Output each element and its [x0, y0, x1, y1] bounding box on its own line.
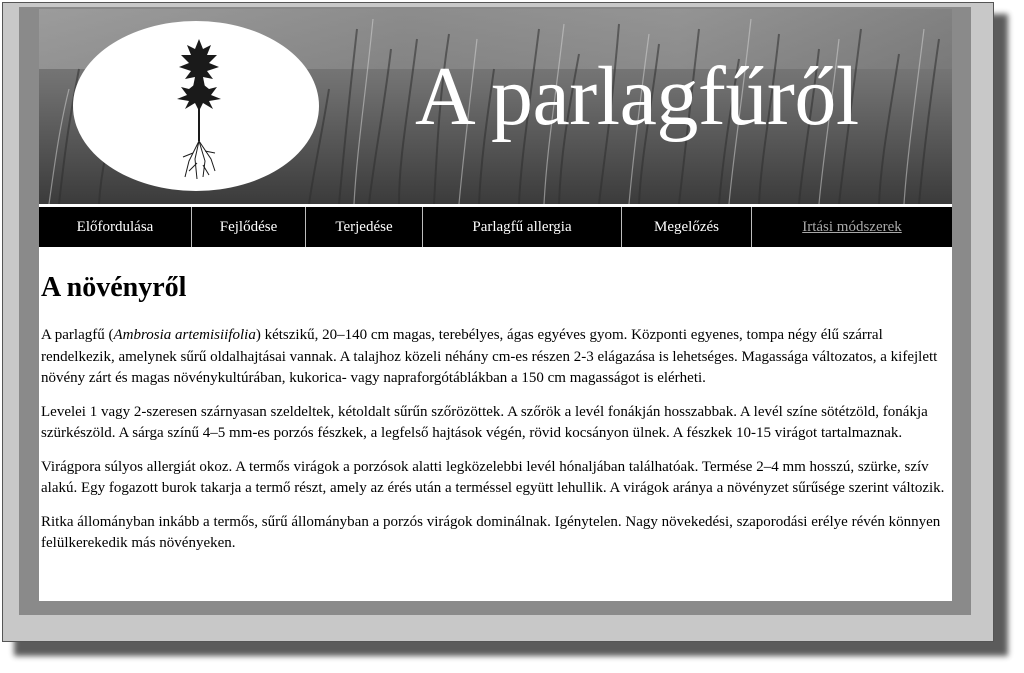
paragraph-habitat: Ritka állományban inkább a termős, sűrű állományban a porzós virágok dominálnak. Igénytelen. Nagy növekedési, szaporodási erélye révén könnyen felülkerekedik más növényeken. [41, 513, 941, 551]
paragraph-text: A parlagfű ( [41, 327, 114, 343]
latin-name: Ambrosia artemisiifolia [113, 327, 256, 343]
nav-item-parlagfu-allergia[interactable]: Parlagfű allergia [423, 207, 622, 247]
logo-oval [73, 21, 319, 191]
paragraph-description [41, 325, 946, 390]
site-title: A parlagfűről [415, 50, 859, 143]
nav-item-elofordulasa[interactable]: Előfordulása [39, 207, 192, 247]
paragraph-text: ) kétszikű, 20–140 cm magas, terebélyes, ágas egyéves gyom. Központi egyenes, tompa négy élű szárral rendelkezik, amelynek sűrű oldalhajtásai vannak. A talajhoz közeli néhány cm-es részen 2-3 elágazása is lehetséges. Magassága változatos, a kifejlett növény zárt és magas növénykultúrában, kukorica- vagy napraforgótáblákban a 150 cm magasságot is elérheti. [41, 327, 938, 386]
nav-item-megelozes[interactable]: Megelőzés [622, 207, 752, 247]
nav-item-irtasi-modszerek[interactable]: Irtási módszerek [802, 218, 902, 235]
page-heading: A növényről [41, 272, 187, 303]
ragweed-plant-icon [159, 31, 239, 181]
main-content [41, 272, 946, 567]
paragraph-pollen: Virágpora súlyos allergiát okoz. A termős virágok a porzósok alatti legközelebbi levél hónaljában találhatóak. Termése 2–4 mm hosszú, szürke, szív alakú. Egy fogazott burok takarja a termő részt, amely az érés után a terméssel együtt lehullik. A virágok aránya a növényzet sűrűsége szerint változik. [41, 458, 945, 496]
main-nav [39, 207, 952, 247]
header-banner [39, 9, 952, 204]
paragraph-leaves: Levelei 1 vagy 2-szeresen szárnyasan szeldeltek, kétoldalt sűrűn szőrözöttek. A szőrök a levél fonákján hosszabbak. A levél színe sötétzöld, fonákja szürkészöld. A sárga színű 4–5 mm-es porzós fészkek, a legfelső hajtások végén, rövid kocsányon ülnek. A fészkek 10-15 virágot tartalmaznak. [41, 403, 928, 441]
web-page [39, 9, 952, 601]
nav-item-fejlodese[interactable]: Fejlődése [192, 207, 306, 247]
nav-item-terjedese[interactable]: Terjedése [306, 207, 423, 247]
